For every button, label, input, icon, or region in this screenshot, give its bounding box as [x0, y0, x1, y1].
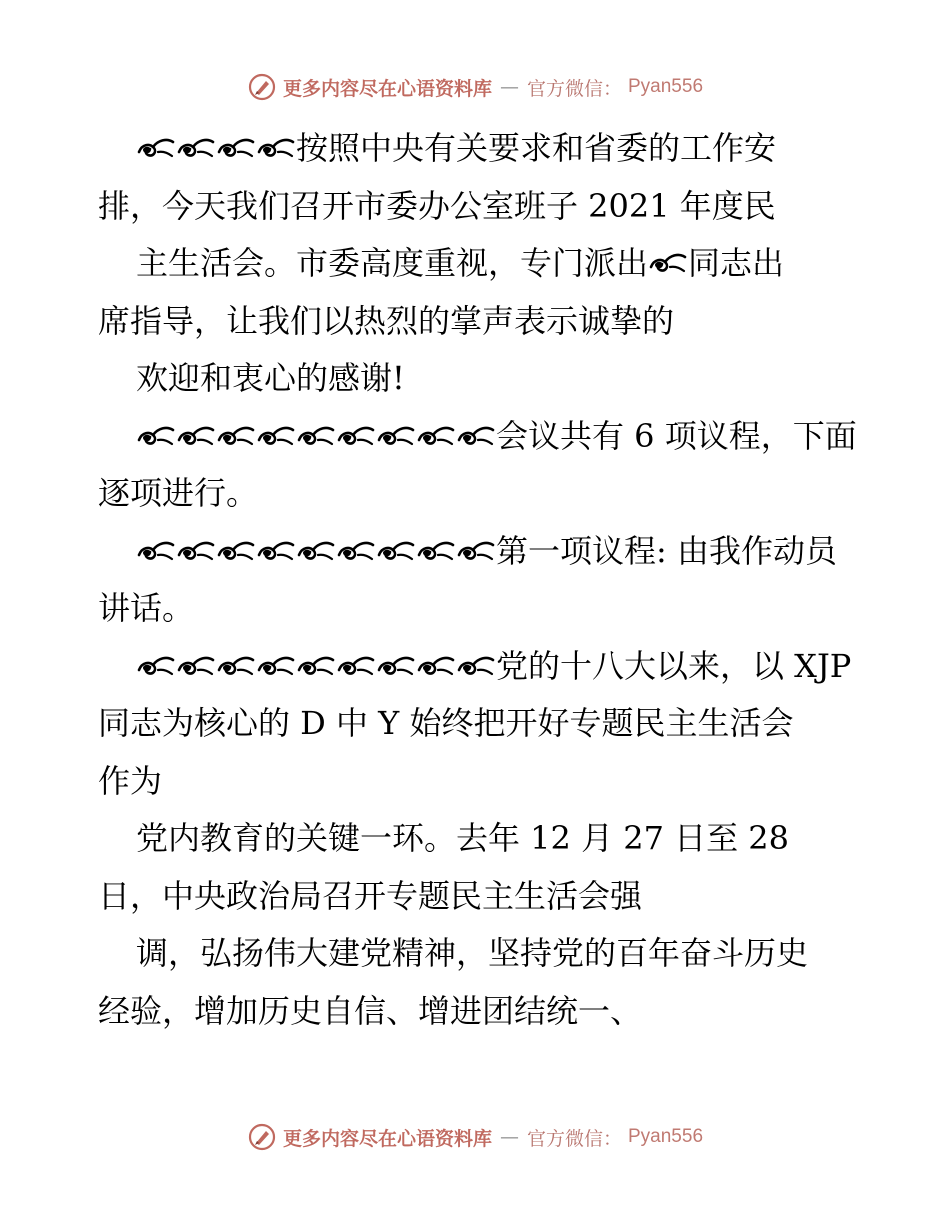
ornament-mark-icon	[256, 652, 296, 680]
paragraph-line	[98, 523, 858, 581]
watermark-wechat-id: Pyan556	[628, 76, 704, 97]
watermark-label: 官方微信：	[526, 77, 622, 100]
ornament-marks	[648, 244, 688, 282]
pen-logo-icon	[247, 1122, 277, 1152]
ornament-mark-icon	[216, 537, 256, 565]
text-line: 经验，增加历史自信、增进团结统一、	[98, 991, 643, 1030]
paragraph-line	[98, 293, 858, 351]
ornament-mark-icon	[256, 422, 296, 450]
text-line: 欢迎和衷心的感谢!	[136, 359, 405, 397]
text-line: 作为	[98, 761, 163, 800]
paragraph-line	[98, 983, 858, 1041]
ornament-mark-icon	[136, 422, 176, 450]
ornament-mark-icon	[336, 537, 376, 565]
ornament-mark-icon	[336, 422, 376, 450]
ornament-mark-icon	[136, 134, 176, 162]
text-line: 第一项议程: 由我作动员	[496, 531, 837, 570]
text-line: 按照中央有关要求和省委的工作安	[296, 129, 777, 167]
ornament-marks	[136, 129, 296, 167]
ornament-marks	[136, 532, 496, 570]
ornament-mark-icon	[648, 249, 688, 277]
ornament-mark-icon	[256, 134, 296, 162]
ornament-mark-icon	[416, 537, 456, 565]
text-line: 讲话。	[98, 589, 195, 627]
ornament-mark-icon	[416, 652, 456, 680]
paragraph-line	[98, 120, 858, 178]
watermark-header	[0, 72, 950, 102]
paragraph-line	[98, 465, 858, 523]
watermark-brand: 更多内容尽在心语资料库	[282, 1127, 492, 1150]
text-line: 会议共有 6 项议程，下面	[496, 416, 857, 455]
text-line: 党内教育的关键一环。去年 12 月 27 日至 28	[136, 819, 790, 857]
paragraph-line	[98, 178, 858, 236]
ornament-mark-icon	[176, 652, 216, 680]
text-line: 调，弘扬伟大建党精神，坚持党的百年奋斗历史	[136, 934, 809, 972]
text-line: 排，今天我们召开市委办公室班子 2021 年度民	[98, 186, 776, 225]
ornament-mark-icon	[296, 537, 336, 565]
ornament-mark-icon	[376, 652, 416, 680]
text-line: 同志出	[688, 244, 785, 282]
paragraph-line	[98, 695, 858, 753]
ornament-mark-icon	[456, 652, 496, 680]
paragraph-line	[98, 408, 858, 466]
paragraph-line	[98, 868, 858, 926]
body-text	[98, 120, 858, 1040]
paragraph-line	[98, 235, 858, 293]
ornament-mark-icon	[296, 652, 336, 680]
ornament-mark-icon	[216, 422, 256, 450]
ornament-marks	[136, 647, 496, 685]
ornament-mark-icon	[136, 537, 176, 565]
ornament-mark-icon	[176, 134, 216, 162]
watermark-wechat-id: Pyan556	[628, 1126, 704, 1147]
watermark-brand: 更多内容尽在心语资料库	[282, 77, 492, 100]
paragraph-line	[98, 753, 858, 811]
watermark-separator: —	[499, 76, 519, 98]
ornament-mark-icon	[456, 422, 496, 450]
text-line: 党的十八大以来，以 XJP	[496, 646, 852, 685]
text-line: 逐项进行。	[98, 474, 259, 512]
watermark-footer	[0, 1122, 950, 1152]
paragraph-line	[98, 925, 858, 983]
text-line: 席指导，让我们以热烈的掌声表示诚挚的	[98, 301, 675, 340]
ornament-mark-icon	[336, 652, 376, 680]
watermark-label: 官方微信：	[526, 1127, 622, 1150]
paragraph-line	[98, 580, 858, 638]
ornament-mark-icon	[176, 422, 216, 450]
ornament-mark-icon	[376, 537, 416, 565]
text-line: 主生活会。市委高度重视，专门派出	[136, 244, 649, 282]
watermark-separator: —	[499, 1126, 519, 1148]
paragraph-line	[98, 350, 858, 408]
ornament-mark-icon	[376, 422, 416, 450]
ornament-mark-icon	[216, 652, 256, 680]
paragraph-line	[98, 638, 858, 696]
text-line: 同志为核心的 D 中 Y 始终把开好专题民主生活会	[98, 704, 794, 742]
ornament-mark-icon	[456, 537, 496, 565]
ornament-mark-icon	[416, 422, 456, 450]
ornament-mark-icon	[136, 652, 176, 680]
ornament-marks	[136, 417, 496, 455]
pen-logo-icon	[247, 72, 277, 102]
ornament-mark-icon	[296, 422, 336, 450]
paragraph-line	[98, 810, 858, 868]
ornament-mark-icon	[176, 537, 216, 565]
ornament-mark-icon	[216, 134, 256, 162]
text-line: 日，中央政治局召开专题民主生活会强	[98, 876, 643, 915]
ornament-mark-icon	[256, 537, 296, 565]
